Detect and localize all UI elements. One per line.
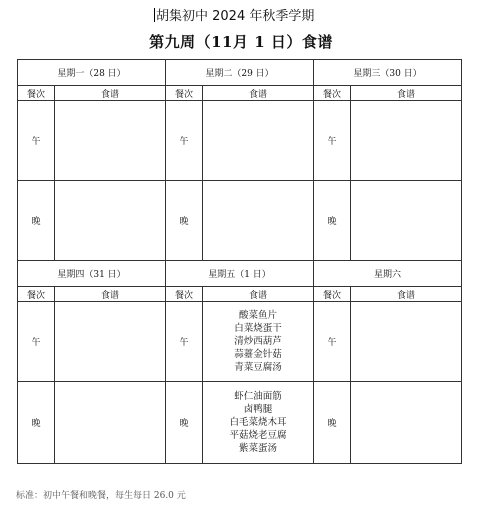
- saturday-dinner-dishes: [351, 382, 462, 464]
- dish-item: 虾仁油面筋: [234, 391, 282, 402]
- food-column-header: 食谱: [203, 287, 314, 302]
- meal-column-header: 餐次: [166, 287, 203, 302]
- wednesday-lunch-dishes: [351, 101, 462, 181]
- meal-column-header: 餐次: [166, 86, 203, 101]
- tuesday-dinner-dishes: [203, 181, 314, 261]
- food-column-header: 食谱: [203, 86, 314, 101]
- meal-column-header: 餐次: [314, 86, 351, 101]
- lunch-label: 午: [18, 302, 55, 382]
- dinner-label: 晚: [166, 181, 203, 261]
- dish-item: 平菇烧老豆腐: [229, 430, 287, 441]
- dish-item: 蒜薹金针菇: [234, 349, 282, 360]
- day-header-friday: 星期五（1 日）: [166, 261, 314, 287]
- price-standard-note: 标准：初中午餐和晚餐，每生每日 26.0 元: [16, 491, 186, 501]
- day-header-tuesday: 星期二（29 日）: [166, 60, 314, 86]
- lunch-label: 午: [314, 101, 351, 181]
- wednesday-dinner-dishes: [351, 181, 462, 261]
- thursday-lunch-dishes: [55, 302, 166, 382]
- lunch-label: 午: [166, 302, 203, 382]
- food-column-header: 食谱: [55, 86, 166, 101]
- dish-item: 清炒西葫芦: [234, 336, 282, 347]
- lunch-label: 午: [166, 101, 203, 181]
- day-header-thursday: 星期四（31 日）: [18, 261, 166, 287]
- dish-item: 白菜烧蛋干: [234, 323, 282, 334]
- lunch-label: 午: [314, 302, 351, 382]
- thursday-dinner-dishes: [55, 382, 166, 464]
- food-column-header: 食谱: [351, 287, 462, 302]
- food-column-header: 食谱: [351, 86, 462, 101]
- meal-column-header: 餐次: [18, 86, 55, 101]
- monday-lunch-dishes: [55, 101, 166, 181]
- dinner-label: 晚: [18, 382, 55, 464]
- meal-column-header: 餐次: [314, 287, 351, 302]
- friday-dinner-dishes: [203, 382, 314, 464]
- dinner-label: 晚: [314, 382, 351, 464]
- dinner-label: 晚: [18, 181, 55, 261]
- day-header-monday: 星期一（28 日）: [18, 60, 166, 86]
- saturday-lunch-dishes: [351, 302, 462, 382]
- page-title: 第九周（11月 1 日）食谱: [149, 33, 333, 51]
- dish-item: 酸菜鱼片: [239, 310, 278, 321]
- dish-item: 卤鸭腿: [243, 404, 273, 415]
- weekly-menu-table: [17, 59, 462, 464]
- friday-lunch-dishes: [203, 302, 314, 382]
- dish-item: 白毛菜烧木耳: [229, 417, 287, 428]
- dish-item: 紫菜蛋汤: [239, 443, 278, 454]
- monday-dinner-dishes: [55, 181, 166, 261]
- day-header-wednesday: 星期三（30 日）: [314, 60, 462, 86]
- tuesday-lunch-dishes: [203, 101, 314, 181]
- school-term-text: 胡集初中 2024 年秋季学期: [156, 9, 315, 24]
- text-cursor: [154, 8, 155, 22]
- meal-column-header: 餐次: [18, 287, 55, 302]
- food-column-header: 食谱: [55, 287, 166, 302]
- dish-item: 青菜豆腐汤: [234, 362, 282, 373]
- lunch-label: 午: [18, 101, 55, 181]
- dinner-label: 晚: [166, 382, 203, 464]
- day-header-saturday: 星期六: [314, 261, 462, 287]
- dinner-label: 晚: [314, 181, 351, 261]
- school-term-line: [154, 5, 314, 24]
